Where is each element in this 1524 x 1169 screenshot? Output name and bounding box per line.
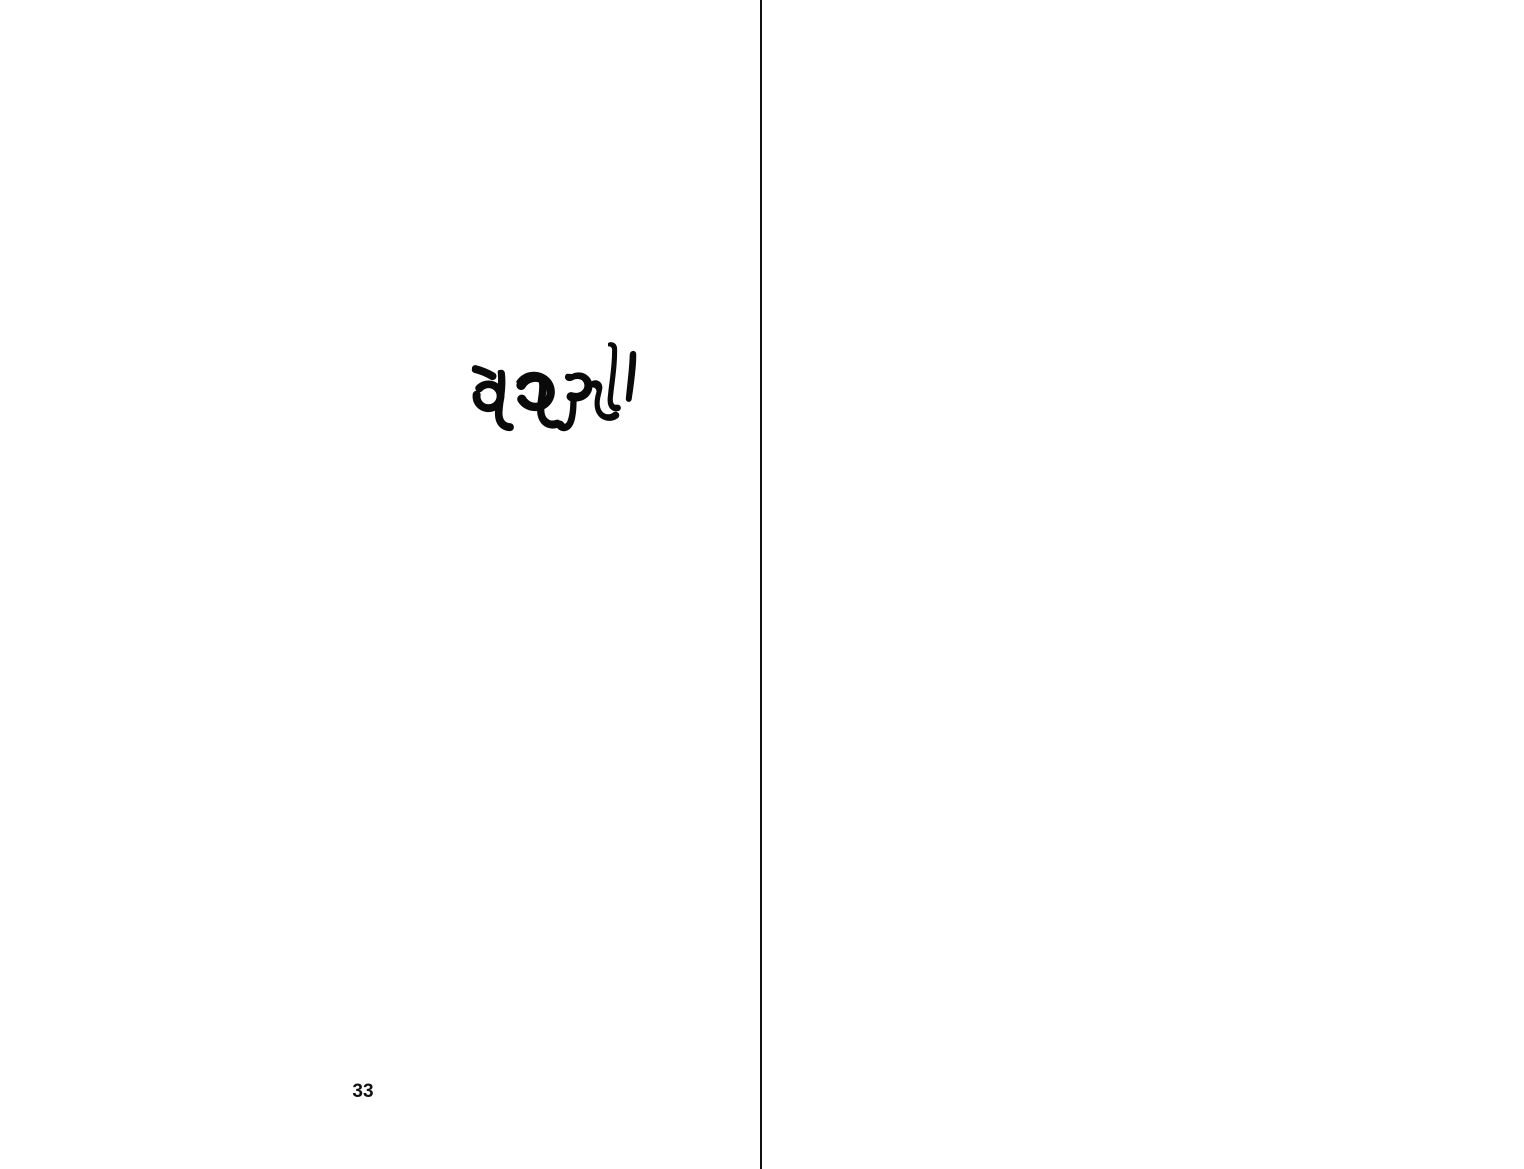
chapter-title [420,330,650,440]
printed-page-right-blank [762,0,1524,1169]
chapter-title-lettering-icon [420,330,650,440]
page-number: 33 [352,1081,374,1102]
printed-page-left [0,0,761,1169]
